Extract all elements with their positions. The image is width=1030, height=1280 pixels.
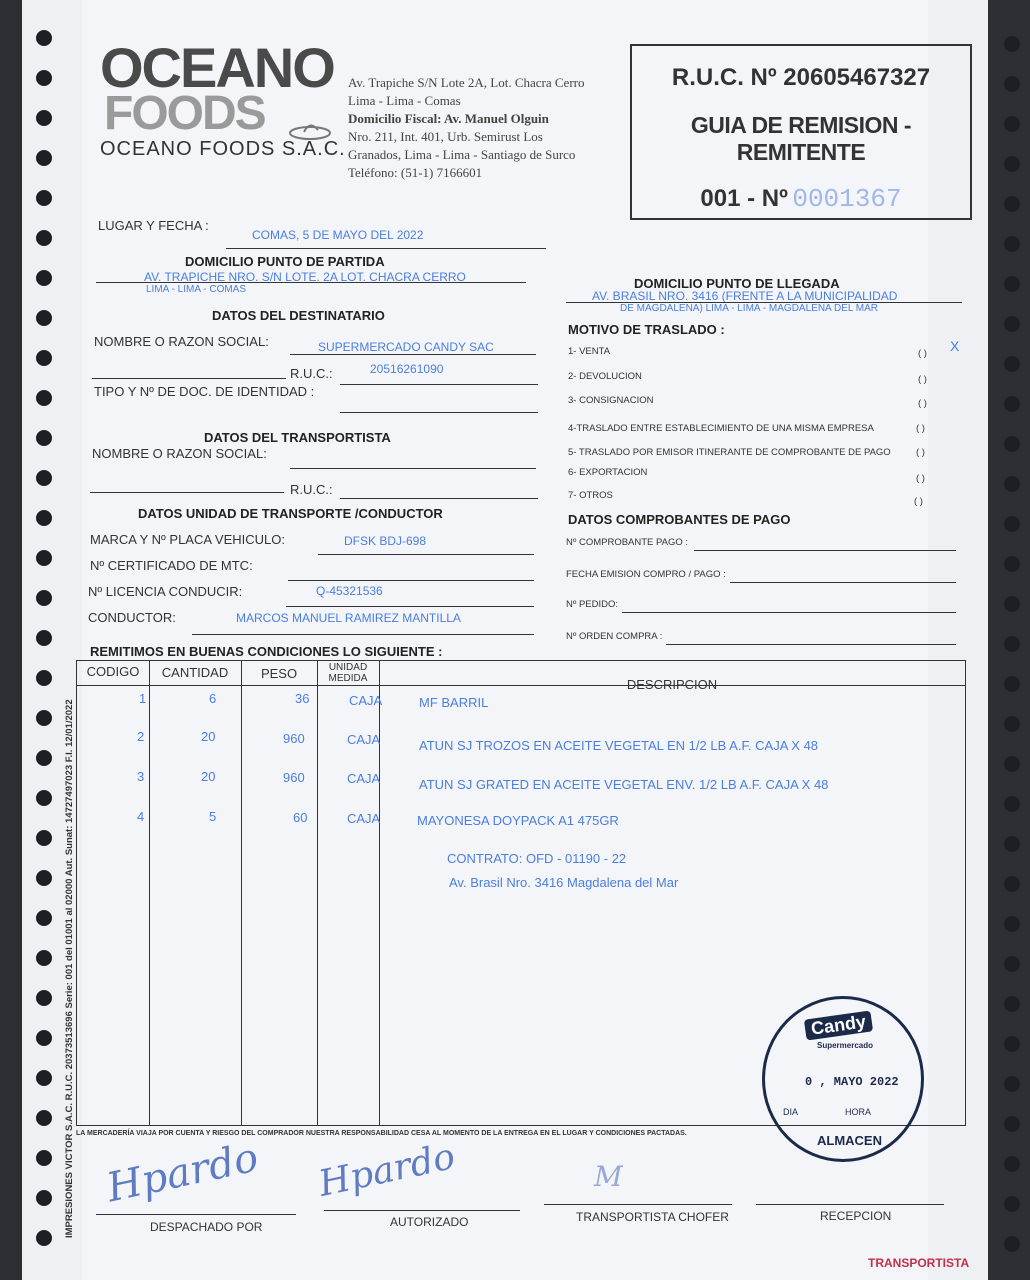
destinatario-doc-label: TIPO Y Nº DE DOC. DE IDENTIDAD : xyxy=(94,384,315,399)
destinatario-ruc-value: 20516261090 xyxy=(370,362,444,376)
feed-hole xyxy=(1004,436,1020,452)
feed-hole xyxy=(1004,556,1020,572)
motivo-option: 2- DEVOLUCION xyxy=(568,371,642,382)
stamp-hora: HORA xyxy=(845,1107,872,1117)
company-name: OCEANO FOODS S.A.C. xyxy=(100,138,346,160)
feed-hole xyxy=(36,1190,52,1206)
footer-note: LA MERCADERÍA VIAJA POR CUENTA Y RIESGO DEL COMPRADOR NUESTRA RESPONSABILIDAD CESA AL MOMENTO DE LA ENTREGA EN EL LUGAR Y CONDICIONES PACTADAS. xyxy=(76,1130,687,1137)
feed-hole xyxy=(36,1030,52,1046)
partida-title: DOMICILIO PUNTO DE PARTIDA xyxy=(185,254,385,269)
feed-hole xyxy=(36,550,52,566)
feed-hole xyxy=(36,1230,52,1246)
company-logo-line1: OCEANO xyxy=(100,36,334,99)
feed-hole xyxy=(1004,396,1020,412)
col-descripcion: DESCRIPCION xyxy=(626,677,718,692)
feed-hole xyxy=(36,790,52,806)
transportista-ruc-label: R.U.C.: xyxy=(290,482,333,497)
feed-hole xyxy=(1004,36,1020,52)
feed-hole xyxy=(36,950,52,966)
feed-hole xyxy=(36,870,52,886)
stamp-almacen: ALMACEN xyxy=(817,1133,882,1148)
feed-hole xyxy=(36,1110,52,1126)
feed-hole xyxy=(1004,596,1020,612)
feed-hole xyxy=(1004,996,1020,1012)
stamp-date: 0 , MAYO 2022 xyxy=(805,1075,899,1089)
contrato-address: Av. Brasil Nro. 3416 Magdalena del Mar xyxy=(449,875,679,890)
feed-hole xyxy=(36,590,52,606)
feed-hole xyxy=(36,630,52,646)
ruc-number: R.U.C. Nº 20605467327 xyxy=(671,64,931,91)
feed-hole xyxy=(36,350,52,366)
feed-hole xyxy=(1004,836,1020,852)
feed-hole xyxy=(36,270,52,286)
marca-value: DFSK BDJ-698 xyxy=(344,534,427,548)
feed-hole xyxy=(1004,1156,1020,1172)
feed-hole xyxy=(1004,756,1020,772)
autorizado-label: AUTORIZADO xyxy=(390,1215,469,1229)
feed-hole xyxy=(1004,1076,1020,1092)
motivo-option: 3- CONSIGNACION xyxy=(568,395,654,406)
feed-hole xyxy=(36,390,52,406)
mtc-label: Nº CERTIFICADO DE MTC: xyxy=(90,558,253,573)
signature-despachado: Hpardo xyxy=(102,1134,263,1212)
guia-title: GUIA DE REMISION - REMITENTE xyxy=(690,112,912,165)
feed-hole xyxy=(1004,1196,1020,1212)
despachado-label: DESPACHADO POR xyxy=(150,1220,263,1234)
licencia-label: Nº LICENCIA CONDUCIR: xyxy=(88,584,243,599)
ruc-box xyxy=(630,44,972,220)
printer-side-text: IMPRESIONES VICTOR S.A.C. R.U.C. 20373513696 Serie: 001 del 01001 al 02000 Aut. Sunat: 14727497023 F.I. 12/01/2022 xyxy=(64,699,75,1238)
orden-compra-label: Nº ORDEN COMPRA : xyxy=(566,631,663,642)
lugar-fecha-label: LUGAR Y FECHA : xyxy=(98,218,209,233)
feed-hole xyxy=(36,510,52,526)
feed-hole xyxy=(1004,916,1020,932)
feed-hole xyxy=(36,110,52,126)
transportista-title: DATOS DEL TRANSPORTISTA xyxy=(204,430,391,445)
feed-hole xyxy=(36,310,52,326)
chofer-label: TRANSPORTISTA CHOFER xyxy=(576,1210,729,1224)
motivo-checkbox: ( ) xyxy=(916,423,925,434)
items-table: CODIGO CANTIDAD PESO UNIDAD MEDIDA DESCRIPCION 1 6 36 CAJA MF BARRIL 2 20 960 CAJA ATUN SJ TROZOS EN ACEITE VEGETAL EN 1/2 LB A.F. CAJA X 48 3 20 960 CAJA ATUN SJ GRATED EN ACEITE VEGETAL ENV. 1/2 LB A.F. CAJA X 48 4 5 60 CAJA MAYONESA DOYPACK A1 475GR CONTRATO: OFD - 01190 - 22 Av. Brasil Nro. 3416 Magdalena del Mar xyxy=(76,660,966,1126)
motivo-checkbox: ( ) xyxy=(918,374,927,385)
transportista-name-label: NOMBRE O RAZON SOCIAL: xyxy=(92,446,267,461)
serie-label: 001 - Nº xyxy=(700,185,788,212)
conductor-label: CONDUCTOR: xyxy=(88,610,176,625)
feed-hole xyxy=(36,710,52,726)
feed-hole xyxy=(36,470,52,486)
feed-hole xyxy=(36,670,52,686)
marca-label: MARCA Y Nº PLACA VEHICULO: xyxy=(90,532,285,547)
candy-stamp xyxy=(762,996,924,1162)
feed-hole xyxy=(36,1070,52,1086)
feed-hole xyxy=(1004,116,1020,132)
motivo-checkbox: ( ) xyxy=(918,398,927,409)
col-unidad: UNIDAD MEDIDA xyxy=(328,662,368,684)
copy-label: TRANSPORTISTA xyxy=(868,1256,970,1270)
feed-hole xyxy=(1004,236,1020,252)
llegada-line1: AV. BRASIL NRO. 3416 (FRENTE A LA MUNICIPALIDAD xyxy=(592,289,898,303)
llegada-title: DOMICILIO PUNTO DE LLEGADA xyxy=(634,276,840,291)
partida-line1: AV. TRAPICHE NRO. S/N LOTE. 2A LOT. CHACRA CERRO xyxy=(144,270,466,284)
motivo-option: 1- VENTA xyxy=(568,346,611,357)
col-codigo: CODIGO xyxy=(86,664,140,679)
feed-hole xyxy=(36,150,52,166)
motivo-option: 6- EXPORTACION xyxy=(568,467,648,478)
stamp-brand: Candy xyxy=(804,1010,873,1040)
guia-number: 0001367 xyxy=(792,184,902,214)
feed-hole xyxy=(1004,1116,1020,1132)
feed-hole xyxy=(1004,956,1020,972)
destinatario-name-value: SUPERMERCADO CANDY SAC xyxy=(318,340,494,354)
motivo-option: 4-TRASLADO ENTRE ESTABLECIMIENTO DE UNA MISMA EMPRESA xyxy=(568,423,874,434)
feed-hole xyxy=(1004,316,1020,332)
feed-hole xyxy=(1004,676,1020,692)
destinatario-ruc-label: R.U.C.: xyxy=(290,366,333,381)
recepcion-label: RECEPCION xyxy=(820,1209,892,1223)
motivo-checkbox: ( ) xyxy=(914,496,923,507)
col-cantidad: CANTIDAD xyxy=(161,665,229,680)
feed-hole xyxy=(1004,516,1020,532)
feed-hole xyxy=(36,70,52,86)
feed-hole xyxy=(1004,356,1020,372)
feed-hole xyxy=(36,910,52,926)
licencia-value: Q-45321536 xyxy=(316,584,383,598)
feed-hole xyxy=(1004,196,1020,212)
feed-hole xyxy=(36,230,52,246)
feed-hole xyxy=(36,990,52,1006)
signature-autorizado: Hpardo xyxy=(315,1136,459,1205)
feed-hole xyxy=(1004,76,1020,92)
stamp-sub: Supermercado xyxy=(817,1041,874,1050)
feed-hole xyxy=(36,1150,52,1166)
col-peso: PESO xyxy=(260,666,298,681)
contrato-text: CONTRATO: OFD - 01190 - 22 xyxy=(447,851,627,866)
table-title: REMITIMOS EN BUENAS CONDICIONES LO SIGUIENTE : xyxy=(90,644,443,659)
motivo-checkbox: ( ) xyxy=(916,447,925,458)
pago-title: DATOS COMPROBANTES DE PAGO xyxy=(568,512,791,527)
unidad-title: DATOS UNIDAD DE TRANSPORTE /CONDUCTOR xyxy=(138,506,443,521)
feed-hole xyxy=(36,430,52,446)
destinatario-title: DATOS DEL DESTINATARIO xyxy=(212,308,385,323)
company-logo-line2: FOODS xyxy=(104,87,265,140)
feed-hole xyxy=(1004,876,1020,892)
motivo-title: MOTIVO DE TRASLADO : xyxy=(568,322,725,337)
feed-hole xyxy=(36,190,52,206)
destinatario-name-label: NOMBRE O RAZON SOCIAL: xyxy=(94,334,269,349)
logo-can-icon xyxy=(286,118,334,140)
pedido-label: Nº PEDIDO: xyxy=(566,599,619,610)
feed-hole xyxy=(1004,1236,1020,1252)
comprobante-label: Nº COMPROBANTE PAGO : xyxy=(566,537,689,548)
feed-hole xyxy=(1004,716,1020,732)
feed-hole xyxy=(36,30,52,46)
feed-hole xyxy=(36,750,52,766)
feed-hole xyxy=(1004,276,1020,292)
fecha-emision-label: FECHA EMISION COMPRO / PAGO : xyxy=(566,569,726,580)
motivo-checkbox: ( ) xyxy=(916,473,925,484)
motivo-venta-mark: X xyxy=(950,338,960,354)
conductor-value: MARCOS MANUEL RAMIREZ MANTILLA xyxy=(236,611,461,625)
feed-hole xyxy=(1004,796,1020,812)
motivo-option: 7- OTROS xyxy=(568,490,613,501)
partida-line2: LIMA - LIMA - COMAS xyxy=(146,284,247,295)
signature-chofer: M xyxy=(594,1160,623,1193)
lugar-fecha-value: COMAS, 5 DE MAYO DEL 2022 xyxy=(252,228,424,242)
feed-hole xyxy=(36,830,52,846)
llegada-line2: DE MAGDALENA) LIMA - LIMA - MAGDALENA DEL MAR xyxy=(620,303,879,314)
feed-hole xyxy=(1004,156,1020,172)
company-address: Av. Trapiche S/N Lote 2A, Lot. Chacra Cerro Lima - Lima - Comas Domicilio Fiscal: Av. Manuel Olguin Nro. 211, Int. 401, Urb. Semirust Los Granados, Lima - Lima - Santiago de Surco Teléfono: (51-1) 7166601 xyxy=(348,75,585,180)
feed-hole xyxy=(1004,476,1020,492)
feed-hole xyxy=(1004,636,1020,652)
stamp-dia: DIA xyxy=(783,1107,799,1117)
motivo-option: 5- TRASLADO POR EMISOR ITINERANTE DE COMPROBANTE DE PAGO xyxy=(568,447,891,458)
motivo-checkbox: ( ) xyxy=(918,348,927,359)
feed-hole xyxy=(1004,1036,1020,1052)
